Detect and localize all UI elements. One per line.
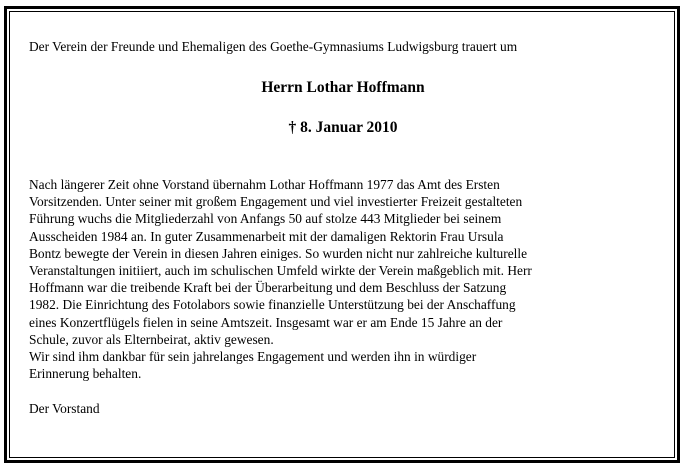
body-line: Nach längerer Zeit ohne Vorstand übernahm Lothar Hoffmann 1977 das Amt des Ersten [29,177,500,192]
body-line: Vorsitzenden. Unter seiner mit großem Engagement und viel investierter Freizeit gestalteten [29,194,523,210]
notice-body [29,176,649,417]
signature: Der Vorstand [29,400,100,416]
body-line: 1982. Die Einrichtung des Fotolabors sowie finanzielle Unterstützung bei der Anschaffung [29,297,516,313]
body-line: Ausscheiden 1984 an. In guter Zusammenarbeit mit der damaligen Rektorin Frau Ursula [29,228,504,244]
notice-intro: Der Verein der Freunde und Ehemaligen des Goethe-Gymnasiums Ludwigsburg trauert um [29,39,518,54]
body-line: Erinnerung behalten. [29,366,142,382]
body-line: Schule, zuvor als Elternbeirat, aktiv gewesen. [29,331,274,347]
body-line: Bontz bewegte der Verein in diesen Jahren einiges. So wurden nicht nur zahlreiche kulturelle [29,245,528,261]
body-line: Führung wuchs die Mitgliederzahl von Anfangs 50 auf stolze 443 Mitglieder bei seinem [29,211,502,227]
body-line: Wir sind ihm dankbar für sein jahrelanges Engagement und werden ihn in würdiger [29,349,477,365]
body-line: eines Konzertflügels fielen in seine Amtszeit. Insgesamt war er am Ende 15 Jahre an der [29,314,503,330]
body-line: Hoffmann war die treibende Kraft bei der Überarbeitung und dem Beschluss der Satzung [29,280,507,296]
death-date: † 8. Januar 2010 [288,119,398,136]
body-line: Veranstaltungen initiiert, auch im schulischen Umfeld wirkte der Verein maßgeblich mit. Herr [29,263,532,279]
deceased-name: Herrn Lothar Hoffmann [261,79,425,96]
